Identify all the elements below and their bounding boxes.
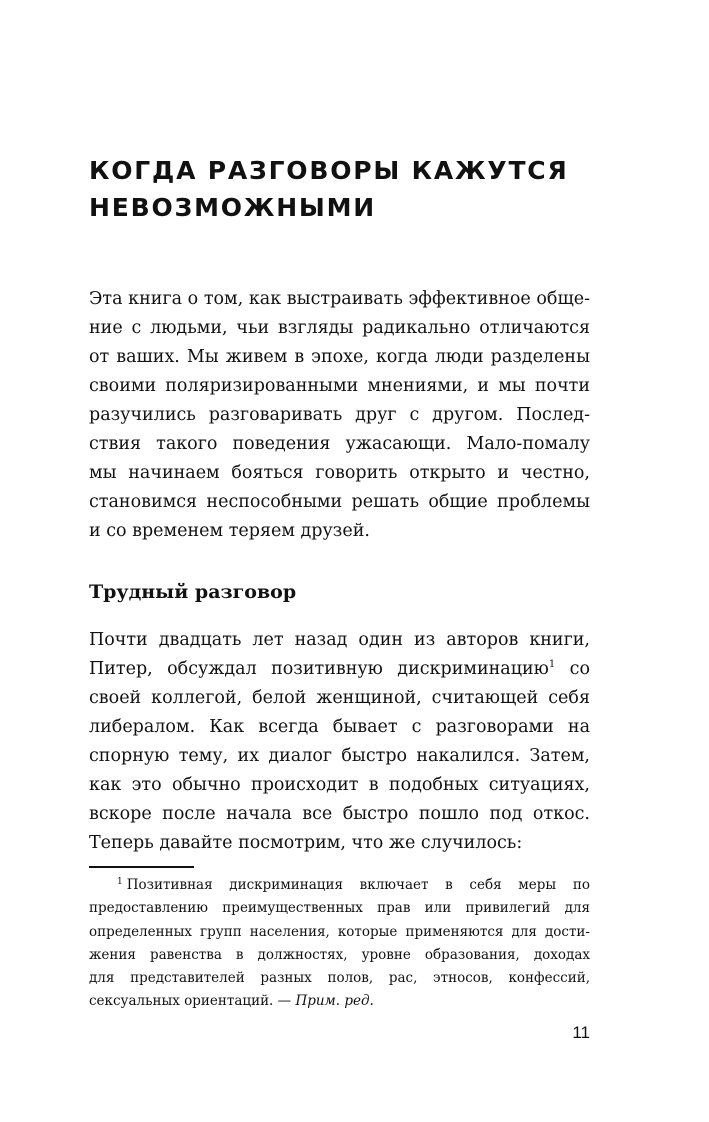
paragraph-line: Теперь давайте посмотрим, что же случилось: (89, 833, 523, 853)
paragraph-line: Почти двадцать лет назад один из авторов книги, (89, 630, 590, 650)
paragraph-line: ствия такого поведения ужасающи. Мало-помалу (89, 434, 590, 454)
story-paragraph (89, 626, 590, 858)
chapter-title-line: КОГДА РАЗГОВОРЫ КАЖУТСЯ (89, 156, 569, 185)
paragraph-line: мы начинаем бояться говорить открыто и честно, (89, 463, 590, 483)
paragraph-line: ние с людьми, чьи взгляды радикально отличаются (89, 318, 590, 338)
footnote-line (89, 990, 590, 1013)
footnote-text: Позитивная дискриминация включает в себя меры по (126, 877, 590, 893)
paragraph-line: своими поляризированными мнениями, и мы почти (89, 376, 590, 396)
footnote-divider (89, 866, 194, 868)
paragraph-text: Питер, обсуждал позитивную дискриминацию (89, 659, 549, 679)
footnote-reference[interactable]: 1 (548, 659, 556, 671)
footnote-line: жения равенства в должностях, уровне образования, доходах (89, 946, 590, 963)
paragraph-line: от ваших. Мы живем в эпохе, когда люди разделены (89, 347, 590, 367)
paragraph-line (89, 655, 590, 684)
paragraph-line: как это обычно происходит в подобных ситуациях, (89, 775, 590, 795)
paragraph-line: разучились разговаривать друг с другом. Послед- (89, 405, 590, 425)
chapter-title-line: НЕВОЗМОЖНЫМИ (89, 193, 377, 222)
paragraph-line: вскоре после начала все быстро пошло под откос. (89, 804, 590, 824)
chapter-title (89, 152, 609, 226)
footnote-text: сексуальных ориентаций. — (89, 993, 296, 1010)
paragraph-line: своей коллегой, белой женщиной, считающей себя (89, 688, 590, 708)
editor-note-abbreviation: Прим. ред. (295, 993, 374, 1010)
footnote (89, 874, 590, 1014)
page-number: 11 (572, 1023, 590, 1042)
footnote-line (89, 874, 590, 897)
footnote-marker: 1 (117, 876, 123, 887)
paragraph-line: либералом. Как всегда бывает с разговорами на (89, 717, 590, 737)
paragraph-line: спорную тему, их диалог быстро накалился. Затем, (89, 746, 590, 766)
paragraph-text: со (555, 659, 590, 679)
section-heading: Трудный разговор (89, 581, 297, 603)
paragraph-line: и со временем теряем друзей. (89, 521, 370, 541)
footnote-line: для представителей разных полов, рас, этносов, конфессий, (89, 970, 590, 987)
footnote-line: предоставлению преимущественных прав или привилегий для (89, 900, 590, 917)
paragraph-line: становимся неспособными решать общие проблемы (89, 492, 590, 512)
paragraph-line: Эта книга о том, как выстраивать эффективное обще- (89, 289, 590, 309)
intro-paragraph (89, 285, 590, 546)
footnote-line: определенных групп населения, которые применяются для дости- (89, 923, 590, 940)
